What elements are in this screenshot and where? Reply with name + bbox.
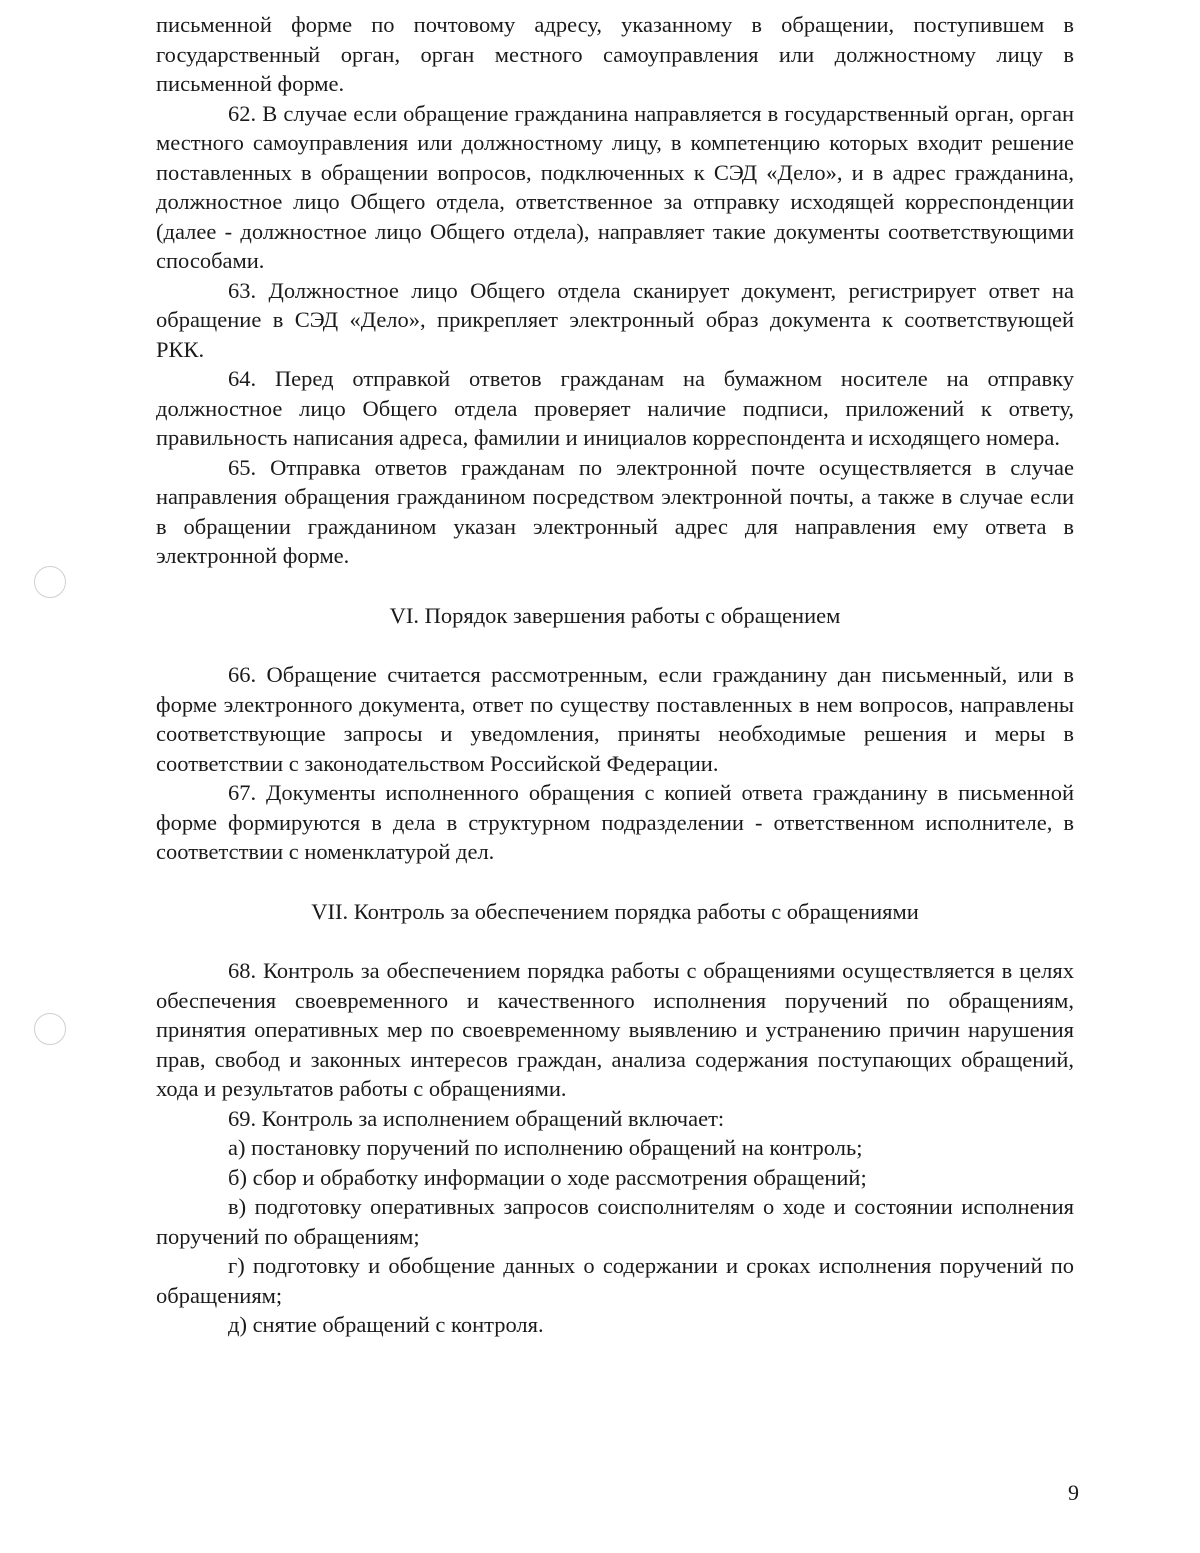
punch-hole-upper bbox=[34, 566, 66, 598]
list-item-d: д) снятие обращений с контроля. bbox=[228, 1312, 544, 1337]
paragraph-68: 68. Контроль за обеспечением порядка работы с обращениями осуществляется в целях обеспечения своевременного и качественного исполнения поручений по обращениям, принятия оперативных мер по своевременному выявлению и устранению причин нарушения прав, свобод и законных интересов граждан, анализа содержания поступающих обращений, хода и результатов работы с обращениями. bbox=[156, 958, 1074, 1101]
page-number: 9 bbox=[1068, 1480, 1079, 1505]
paragraph-63: 63. Должностное лицо Общего отдела сканирует документ, регистрирует ответ на обращение в СЭД «Дело», прикрепляет электронный образ документа к соответствующей РКК. bbox=[156, 277, 1074, 362]
list-item-g: г) подготовку и обобщение данных о содержании и сроках исполнения поручений по обращениям; bbox=[156, 1253, 1074, 1308]
paragraph-62: 62. В случае если обращение гражданина направляется в государственный орган, орган местного самоуправления или должностному лицу, в компетенцию которых входит решение поставленных в обращении вопросов, подключенных к СЭД «Дело», и в адрес гражданина, должностное лицо Общего отдела, ответственное за отправку исходящей корреспонденции (далее - должностное лицо Общего отдела), направляет такие документы соответствующими способами. bbox=[156, 100, 1074, 273]
document-body bbox=[156, 10, 1074, 1340]
paragraph-66: 66. Обращение считается рассмотренным, если гражданину дан письменный, или в форме электронного документа, ответ по существу поставленных в нем вопросов, направлены соответствующие запросы и уведомления, приняты необходимые решения и меры в соответствии с законодательством Российской Федерации. bbox=[156, 662, 1074, 776]
paragraph-67: 67. Документы исполненного обращения с копией ответа гражданину в письменной форме формируются в дела в структурном подразделении - ответственном исполнителе, в соответствии с номенклатурой дел. bbox=[156, 780, 1074, 864]
paragraph-69: 69. Контроль за исполнением обращений включает: bbox=[228, 1105, 725, 1131]
list-item-b: б) сбор и обработку информации о ходе рассмотрения обращений; bbox=[228, 1164, 867, 1190]
section-7-heading: VII. Контроль за обеспечением порядка работы с обращениями bbox=[311, 898, 919, 924]
paragraph-64: 64. Перед отправкой ответов гражданам на бумажном носителе на отправку должностное лицо Общего отдела проверяет наличие подписи, приложений к ответу, правильность написания адреса, фамилии и инициалов корреспондента и исходящего номера. bbox=[156, 366, 1074, 450]
section-6-heading: VI. Порядок завершения работы с обращением bbox=[389, 602, 841, 628]
list-item-v: в) подготовку оперативных запросов соисполнителям о ходе и состоянии исполнения поручений по обращениям; bbox=[156, 1194, 1074, 1249]
paragraph-61-continuation: письменной форме по почтовому адресу, указанному в обращении, поступившем в государственный орган, орган местного самоуправления или должностному лицу в письменной форме. bbox=[156, 12, 1074, 96]
punch-hole-lower bbox=[34, 1013, 66, 1045]
list-item-a: а) постановку поручений по исполнению обращений на контроль; bbox=[228, 1135, 863, 1160]
paragraph-65: 65. Отправка ответов гражданам по электронной почте осуществляется в случае направления обращения гражданином посредством электронной почты, а также в случае если в обращении гражданином указан электронный адрес для направления ему ответа в электронной форме. bbox=[156, 454, 1074, 568]
